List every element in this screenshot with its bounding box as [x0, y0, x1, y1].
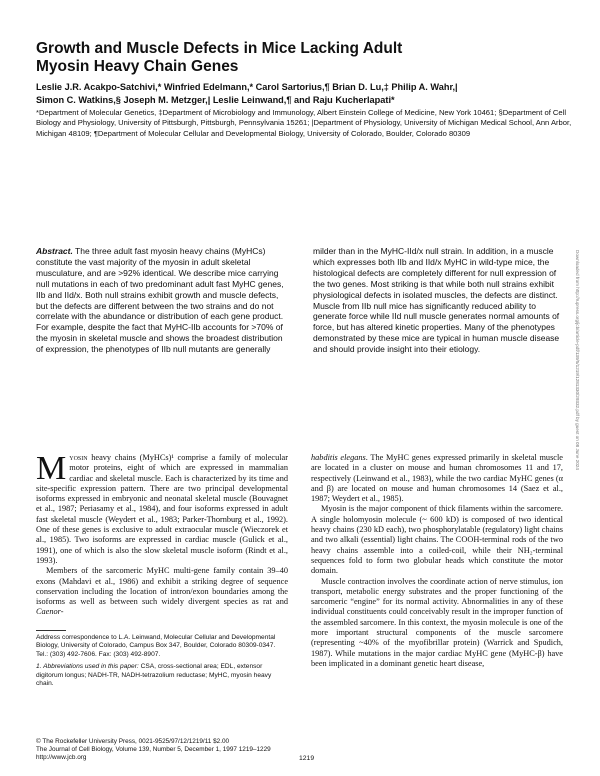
article-title [36, 40, 506, 76]
body-paragraph-4: Myosin is the major component of thick filaments within the sarcomere. A single holomyosin molecule (~ 600 kD) is composed of two identical heavy chains (230 kD each), two phosphorylatable (regulatory) light chains and two alkali (essential) light chains. The COOH-terminal rods of the two heavy chains assemble into a coiled-coil, while their NH₂-terminal sequences fold to form two globular heads which constitute the motor domain. [311, 504, 563, 576]
footnote-divider [36, 630, 66, 631]
body-p2-italic: Caenor- [36, 607, 64, 617]
author-list [36, 81, 576, 106]
download-watermark-text: Downloaded from http://rupress.org/jcb/article-pdf/139/5/1219/1281330/29332.pdf by guest on 08 June 2024 [575, 250, 580, 470]
abstract-label: Abstract. [36, 246, 73, 256]
abbreviations-label: 1. Abbreviations used in this paper: [36, 663, 139, 671]
body-p1-text: heavy chains (MyHCs)¹ comprise a family of molecular motor proteins, eight of which are expressed in mammalian cardiac and skeletal muscle. Each is characterized by its time and site-specific expression pattern. There are two principal developmental isoforms expressed in embryonic and neonatal skeletal muscle (Bouvagnet et al., 1987; Periasamy et al., 1984), and four isoforms expressed in adult fast skeletal muscle (Weydert et al., 1983; Parker-Thornburg et al., 1992). One of these genes is exclusive to adult extraocular muscle (Wieczorek et al., 1985). Two isoforms are expressed in cardiac muscle (Gulick et al., 1991), one of which is also the slow skeletal muscle isoform (Rindt et al., 1993). [36, 453, 288, 565]
title-line-2: Myosin Heavy Chain Genes [36, 58, 239, 75]
authors-line-2: Simon C. Watkins,§ Joseph M. Metzger,| Leslie Leinwand,¶ and Raju Kucherlapati* [36, 94, 395, 105]
body-column-right [311, 453, 563, 669]
correspondence-note: Address correspondence to L.A. Leinwand, Molecular Cellular and Developmental Biology, University of Colorado, Campus Box 347, Boulder, Colorado 80309-0347. Tel.: (303) 492-7606. Fax: (303) 492-8907. [36, 634, 276, 658]
drop-cap: M [36, 450, 67, 487]
affiliations: *Department of Molecular Genetics, ‡Department of Microbiology and Immunology, Albert Einstein College of Medicine, New York 10461; §Department of Cell Biology and Physiology, University of Pittsburgh, Pittsburgh, Pennsylvania 15261; |Department of Physiology, University of Michigan Medical School, Ann Arbor, Michigan 48109; ¶Department of Molecular Cellular and Developmental Biology, University of Colorado, Boulder, Colorado 80309 [36, 108, 572, 138]
abbreviations-text: CSA, cross-sectional area; EDL, extensor digitorum longus; NADH-TR, NADH-tetrazolium reductase; MyHC, myosin heavy chain. [36, 663, 272, 688]
body-p2-text: Members of the sarcomeric MyHC multi-gene family contain 39–40 exons (Mahdavi et al., 1986) and exhibit a striking degree of sequence conservation including the location of intron/exon boundaries among the isoforms as well as between such widely divergent species as rat and [36, 566, 288, 607]
page-footer [36, 738, 366, 761]
body-paragraph-5: Muscle contraction involves the coordinate action of nerve stimulus, ion transport, metabolic energy substrates and the proper functioning of the sarcomeric “engine” for its normal activity. Abnormalities in any of these individual constituents could conceivably result in the improper function of the assembled sarcomere. In this context, the myosin molecule is one of the more important structural components of the muscle sarcomere (representing ~40% of the myofibrillar protein) (Warrick and Spudich, 1987). While mutations in the major cardiac MyHC gene (MyHC-β) have been implicated in a dominant genetic heart disease, [311, 576, 563, 668]
body-p3-italic: habditis elegans [311, 453, 366, 462]
page-number: 1219 [299, 755, 315, 762]
abstract-paragraph [36, 246, 564, 355]
body-column-left [36, 450, 288, 618]
body-paragraph-1 [36, 450, 288, 566]
journal-citation: The Journal of Cell Biology, Volume 139, Number 5, December 1, 1997 1219–1229 [36, 745, 271, 753]
body-paragraph-2 [36, 566, 288, 617]
body-p3-text: . The MyHC genes expressed primarily in skeletal muscle are located in a cluster on mouse and human chromosomes 11 and 17, respectively (Leinwand et al., 1983), while the two cardiac MyHC genes (α and β) are located on mouse and human chromosomes 14 (Saez et al., 1987; Weydert et al., 1985). [311, 453, 563, 504]
copyright-line: © The Rockefeller University Press, 0021-9525/97/12/1219/11 $2.00 [36, 738, 230, 745]
download-watermark [560, 250, 592, 645]
journal-url[interactable]: http://www.jcb.org [36, 753, 87, 761]
abbreviations-note [36, 663, 288, 688]
abstract [36, 246, 564, 355]
abstract-text: The three adult fast myosin heavy chains (MyHCs) constitute the vast majority of the myosin in adult skeletal musculature, and are >92% identical. We describe mice carrying null mutations in each of two predominant adult fast MyHC genes, IIb and IId/x. Both null strains exhibit growth and muscle defects, but the defects are different between the two strains and do not correlate with the abundance or distribution of each gene product. For example, despite the fact that MyHC-IIb accounts for >70% of the myosin in skeletal muscle and shows the broadest distribution of expression, the phenotypes of IIb null mutants are generally milder than in the MyHC-IId/x null strain. In addition, in a muscle which expresses both IIb and IId/x MyHC in wild-type mice, the histological defects are completely different for null expression of the two genes. Most striking is that while both null strains exhibit physiological defects in isolated muscles, the defects are distinct. Muscle from IIb null mice has significantly reduced ability to generate force while IId null muscle generates normal amounts of force, but has altered kinetic properties. Many of the phenotypes demonstrated by these mice are typical in human muscle disease and should provide insight into their etiology. [36, 246, 560, 355]
footnotes [36, 634, 288, 692]
authors-line-1: Leslie J.R. Acakpo-Satchivi,* Winfried Edelmann,* Carol Sartorius,¶ Brian D. Lu,‡ Philip A. Wahr,| [36, 82, 458, 92]
intro-smallcaps: yosin [69, 453, 88, 462]
title-line-1: Growth and Muscle Defects in Mice Lacking Adult [36, 40, 403, 57]
body-paragraph-3 [311, 453, 563, 504]
